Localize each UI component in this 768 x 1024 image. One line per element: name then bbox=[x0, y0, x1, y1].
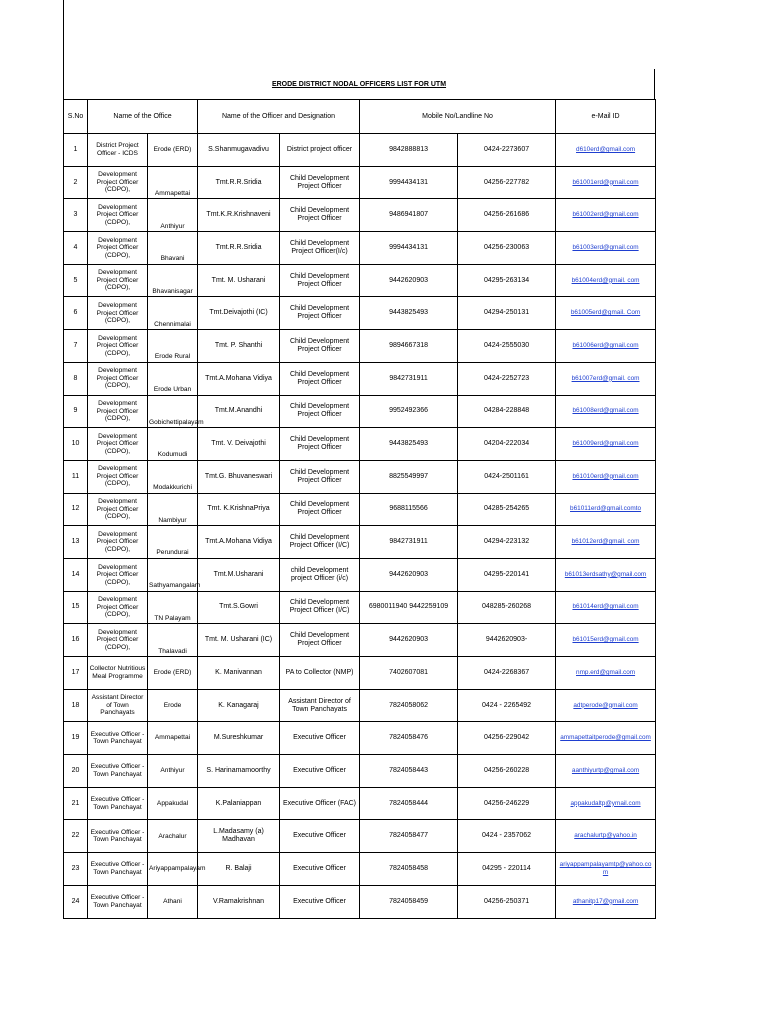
cell-office: Executive Officer - Town Panchayat bbox=[88, 755, 148, 788]
cell-landline: 0424 - 2265492 bbox=[458, 689, 556, 722]
cell-office: Development Project Officer (CDPO), bbox=[88, 362, 148, 395]
cell-place: Appakudal bbox=[148, 787, 198, 820]
cell-sno: 2 bbox=[64, 166, 88, 199]
table-row bbox=[64, 134, 656, 167]
cell-email bbox=[556, 820, 656, 853]
cell-office: Development Project Officer (CDPO), bbox=[88, 526, 148, 559]
cell-sno: 24 bbox=[64, 885, 88, 918]
email-link[interactable]: appakudaltp@ymail.com bbox=[570, 799, 641, 807]
cell-officer-name: Tmt. V. Deivajothi bbox=[198, 428, 280, 461]
cell-officer-name: Tmt.A.Mohana Vidiya bbox=[198, 526, 280, 559]
email-link[interactable]: b61001erd@gmail.com bbox=[572, 178, 639, 186]
cell-landline: 04256-250371 bbox=[458, 885, 556, 918]
cell-place: Erode Rural bbox=[148, 330, 198, 363]
cell-designation: Executive Officer (FAC) bbox=[280, 787, 360, 820]
cell-mobile: 9442620903 bbox=[360, 264, 458, 297]
cell-sno: 5 bbox=[64, 264, 88, 297]
cell-sno: 22 bbox=[64, 820, 88, 853]
cell-officer-name: R. Balaji bbox=[198, 853, 280, 886]
cell-email bbox=[556, 853, 656, 886]
cell-designation: Child Development Project Officer bbox=[280, 395, 360, 428]
cell-officer-name: K. Kanagaraj bbox=[198, 689, 280, 722]
cell-mobile: 9442620903 bbox=[360, 624, 458, 657]
cell-designation: child Development project Officer (i/c) bbox=[280, 558, 360, 591]
cell-landline: 0424-2252723 bbox=[458, 362, 556, 395]
cell-place: Gobichettipalayam bbox=[148, 395, 198, 428]
email-link[interactable]: b61014erd@gmail.com bbox=[572, 603, 639, 611]
cell-email bbox=[556, 689, 656, 722]
email-link[interactable]: ariyappampalayamtp@yahoo.com bbox=[559, 860, 652, 876]
cell-mobile: 7402607081 bbox=[360, 657, 458, 690]
cell-mobile: 7824058477 bbox=[360, 820, 458, 853]
cell-landline: 0424-2555030 bbox=[458, 330, 556, 363]
cell-officer-name: M.Sureshkumar bbox=[198, 722, 280, 755]
cell-designation: Executive Officer bbox=[280, 820, 360, 853]
cell-mobile: 7824058444 bbox=[360, 787, 458, 820]
officers-table bbox=[63, 99, 656, 919]
cell-place: Modakkurichi bbox=[148, 460, 198, 493]
cell-officer-name: Tmt.Deivajothi (IC) bbox=[198, 297, 280, 330]
cell-officer-name: Tmt.A.Mohana Vidiya bbox=[198, 362, 280, 395]
cell-designation: Child Development Project Officer bbox=[280, 330, 360, 363]
cell-place: Nambiyur bbox=[148, 493, 198, 526]
cell-officer-name: K. Manivannan bbox=[198, 657, 280, 690]
cell-landline: 0424 - 2357062 bbox=[458, 820, 556, 853]
cell-place: Bhavani bbox=[148, 232, 198, 265]
email-link[interactable]: athanitp17@gmail.com bbox=[572, 897, 639, 905]
cell-designation: Child Development Project Officer bbox=[280, 166, 360, 199]
cell-mobile: 9842731911 bbox=[360, 362, 458, 395]
cell-email bbox=[556, 460, 656, 493]
cell-sno: 10 bbox=[64, 428, 88, 461]
cell-sno: 3 bbox=[64, 199, 88, 232]
table-row bbox=[64, 460, 656, 493]
cell-mobile: 7824058459 bbox=[360, 885, 458, 918]
cell-sno: 11 bbox=[64, 460, 88, 493]
header-office: Name of the Office bbox=[88, 100, 198, 134]
cell-officer-name: Tmt.K.R.Krishnaveni bbox=[198, 199, 280, 232]
email-link[interactable]: adtperode@gmail.com bbox=[573, 701, 638, 709]
table-row bbox=[64, 166, 656, 199]
cell-mobile: 9486941807 bbox=[360, 199, 458, 232]
cell-email bbox=[556, 624, 656, 657]
table-row bbox=[64, 657, 656, 690]
header-sno: S.No bbox=[64, 100, 88, 134]
cell-place: Erode (ERD) bbox=[148, 657, 198, 690]
email-link[interactable]: b61009erd@gmail.com bbox=[572, 440, 639, 448]
cell-email bbox=[556, 264, 656, 297]
table-row bbox=[64, 526, 656, 559]
cell-mobile: 9442620903 bbox=[360, 558, 458, 591]
table-row bbox=[64, 558, 656, 591]
cell-office: Development Project Officer (CDPO), bbox=[88, 591, 148, 624]
cell-landline: 04295 - 220114 bbox=[458, 853, 556, 886]
cell-landline: 0424-2268367 bbox=[458, 657, 556, 690]
cell-landline: 048285-260268 bbox=[458, 591, 556, 624]
cell-officer-name: S.Shanmugavadivu bbox=[198, 134, 280, 167]
email-link[interactable]: b61015erd@gmail.com bbox=[572, 636, 639, 644]
cell-officer-name: K.Palaniappan bbox=[198, 787, 280, 820]
cell-office: Collector Nutritious Meal Programme bbox=[88, 657, 148, 690]
cell-place: Chennimalai bbox=[148, 297, 198, 330]
cell-officer-name: Tmt. M. Usharani (IC) bbox=[198, 624, 280, 657]
cell-email bbox=[556, 428, 656, 461]
email-link[interactable]: b61007erd@gmail. com bbox=[571, 374, 640, 382]
cell-email bbox=[556, 657, 656, 690]
cell-office: Development Project Officer (CDPO), bbox=[88, 428, 148, 461]
cell-sno: 7 bbox=[64, 330, 88, 363]
cell-office: Development Project Officer (CDPO), bbox=[88, 166, 148, 199]
cell-place: Kodumudi bbox=[148, 428, 198, 461]
cell-designation: Child Development Project Officer bbox=[280, 199, 360, 232]
email-link[interactable]: b61013erdsathy@gmail.com bbox=[564, 570, 647, 578]
table-row bbox=[64, 297, 656, 330]
cell-sno: 13 bbox=[64, 526, 88, 559]
cell-email bbox=[556, 199, 656, 232]
header-email: e-Mail ID bbox=[556, 100, 656, 134]
cell-landline: 04256-246229 bbox=[458, 787, 556, 820]
cell-designation: Executive Officer bbox=[280, 885, 360, 918]
email-link[interactable]: b61008erd@gmail.com bbox=[572, 407, 639, 415]
table-row bbox=[64, 362, 656, 395]
cell-email bbox=[556, 232, 656, 265]
cell-officer-name: Tmt.M.Anandhi bbox=[198, 395, 280, 428]
cell-place: Thalavadi bbox=[148, 624, 198, 657]
cell-office: District Project Officer - ICDS bbox=[88, 134, 148, 167]
table-row bbox=[64, 689, 656, 722]
cell-place: Erode bbox=[148, 689, 198, 722]
cell-email bbox=[556, 591, 656, 624]
cell-office: Development Project Officer (CDPO), bbox=[88, 199, 148, 232]
table-row bbox=[64, 199, 656, 232]
cell-mobile: 9952492366 bbox=[360, 395, 458, 428]
email-link[interactable]: b61002erd@gmail.com bbox=[572, 211, 639, 219]
cell-sno: 20 bbox=[64, 755, 88, 788]
table-row bbox=[64, 493, 656, 526]
cell-landline: 04294-250131 bbox=[458, 297, 556, 330]
cell-sno: 19 bbox=[64, 722, 88, 755]
cell-sno: 15 bbox=[64, 591, 88, 624]
cell-email bbox=[556, 134, 656, 167]
cell-place: Erode (ERD) bbox=[148, 134, 198, 167]
cell-office: Executive Officer - Town Panchayat bbox=[88, 853, 148, 886]
cell-office: Development Project Officer (CDPO), bbox=[88, 624, 148, 657]
cell-sno: 8 bbox=[64, 362, 88, 395]
cell-email bbox=[556, 166, 656, 199]
cell-sno: 14 bbox=[64, 558, 88, 591]
email-link[interactable]: nmp.erd@gmail.com bbox=[576, 668, 636, 676]
cell-designation: Child Development Project Officer(I/c) bbox=[280, 232, 360, 265]
cell-landline: 04284-228848 bbox=[458, 395, 556, 428]
cell-designation: Assistant Director of Town Panchayats bbox=[280, 689, 360, 722]
cell-email bbox=[556, 787, 656, 820]
header-phone: Mobile No/Landline No bbox=[360, 100, 556, 134]
cell-place: Ariyappampalayam bbox=[148, 853, 198, 886]
cell-email bbox=[556, 885, 656, 918]
cell-place: Athani bbox=[148, 885, 198, 918]
cell-designation: Child Development Project Officer bbox=[280, 624, 360, 657]
cell-designation: PA to Collector (NMP) bbox=[280, 657, 360, 690]
cell-mobile: 9842731911 bbox=[360, 526, 458, 559]
table-body bbox=[64, 134, 656, 919]
title-row bbox=[63, 69, 655, 99]
cell-place: Ammapettai bbox=[148, 166, 198, 199]
email-link[interactable]: b61010erd@gmail.com bbox=[572, 472, 639, 480]
cell-office: Assistant Director of Town Panchayats bbox=[88, 689, 148, 722]
cell-place: Anthiyur bbox=[148, 755, 198, 788]
cell-mobile: 9842888813 bbox=[360, 134, 458, 167]
cell-mobile: 9443825493 bbox=[360, 428, 458, 461]
cell-email bbox=[556, 558, 656, 591]
cell-designation: Child Development Project Officer bbox=[280, 297, 360, 330]
cell-office: Executive Officer - Town Panchayat bbox=[88, 885, 148, 918]
cell-office: Executive Officer - Town Panchayat bbox=[88, 820, 148, 853]
cell-officer-name: Tmt.M.Usharani bbox=[198, 558, 280, 591]
cell-officer-name: L.Madasamy (a) Madhavan bbox=[198, 820, 280, 853]
cell-officer-name: Tmt.S.Gowri bbox=[198, 591, 280, 624]
cell-sno: 17 bbox=[64, 657, 88, 690]
cell-office: Executive Officer - Town Panchayat bbox=[88, 787, 148, 820]
cell-mobile: 7824058062 bbox=[360, 689, 458, 722]
cell-landline: 0424-2273607 bbox=[458, 134, 556, 167]
cell-designation: Child Development Project Officer bbox=[280, 428, 360, 461]
table-row bbox=[64, 853, 656, 886]
cell-designation: Child Development Project Officer bbox=[280, 362, 360, 395]
cell-designation: Child Development Project Officer bbox=[280, 460, 360, 493]
cell-office: Development Project Officer (CDPO), bbox=[88, 395, 148, 428]
table-row bbox=[64, 264, 656, 297]
cell-designation: Executive Officer bbox=[280, 755, 360, 788]
table-row bbox=[64, 885, 656, 918]
cell-mobile: 6980011940 9442259109 bbox=[360, 591, 458, 624]
cell-designation: Executive Officer bbox=[280, 722, 360, 755]
cell-place: Ammapettai bbox=[148, 722, 198, 755]
email-link[interactable]: ammapettaitperode@gmail.com bbox=[560, 734, 651, 742]
cell-landline: 9442620903- bbox=[458, 624, 556, 657]
email-link[interactable]: b61006erd@gmail.com bbox=[572, 341, 639, 349]
email-link[interactable]: arachalurtp@yahoo.in bbox=[574, 832, 637, 840]
cell-landline: 04256-230063 bbox=[458, 232, 556, 265]
cell-officer-name: Tmt.R.R.Sridia bbox=[198, 232, 280, 265]
cell-mobile: 8825549997 bbox=[360, 460, 458, 493]
cell-email bbox=[556, 526, 656, 559]
cell-office: Development Project Officer (CDPO), bbox=[88, 264, 148, 297]
cell-landline: 04285-254265 bbox=[458, 493, 556, 526]
cell-landline: 04256-261686 bbox=[458, 199, 556, 232]
cell-officer-name: Tmt.R.R.Sridia bbox=[198, 166, 280, 199]
cell-officer-name: S. Harinamamoorthy bbox=[198, 755, 280, 788]
table-row bbox=[64, 624, 656, 657]
cell-email bbox=[556, 395, 656, 428]
cell-officer-name: V.Ramakrishnan bbox=[198, 885, 280, 918]
cell-landline: 04295-263134 bbox=[458, 264, 556, 297]
cell-landline: 04295-220141 bbox=[458, 558, 556, 591]
email-link[interactable]: b61003erd@gmail.com bbox=[572, 243, 639, 251]
cell-mobile: 7824058476 bbox=[360, 722, 458, 755]
cell-email bbox=[556, 297, 656, 330]
cell-place: Perundurai bbox=[148, 526, 198, 559]
email-link[interactable]: b61004erd@gmail. com bbox=[571, 276, 640, 284]
cell-landline: 04294-223132 bbox=[458, 526, 556, 559]
cell-office: Development Project Officer (CDPO), bbox=[88, 297, 148, 330]
cell-sno: 4 bbox=[64, 232, 88, 265]
cell-mobile: 9443825493 bbox=[360, 297, 458, 330]
cell-sno: 1 bbox=[64, 134, 88, 167]
cell-mobile: 9994434131 bbox=[360, 232, 458, 265]
cell-designation: Child Development Project Officer (I/C) bbox=[280, 526, 360, 559]
cell-place: Erode Urban bbox=[148, 362, 198, 395]
table-row bbox=[64, 232, 656, 265]
table-row bbox=[64, 591, 656, 624]
table-row bbox=[64, 820, 656, 853]
cell-office: Development Project Officer (CDPO), bbox=[88, 493, 148, 526]
cell-office: Development Project Officer (CDPO), bbox=[88, 330, 148, 363]
cell-landline: 04256-260228 bbox=[458, 755, 556, 788]
cell-mobile: 7824058443 bbox=[360, 755, 458, 788]
cell-mobile: 9994434131 bbox=[360, 166, 458, 199]
document-sheet bbox=[63, 69, 655, 919]
table-row bbox=[64, 722, 656, 755]
cell-designation: Child Development Project Officer bbox=[280, 493, 360, 526]
cell-officer-name: Tmt. K.KrishnaPriya bbox=[198, 493, 280, 526]
table-row bbox=[64, 330, 656, 363]
cell-place: Anthiyur bbox=[148, 199, 198, 232]
cell-sno: 9 bbox=[64, 395, 88, 428]
cell-email bbox=[556, 362, 656, 395]
cell-designation: District project officer bbox=[280, 134, 360, 167]
cell-mobile: 7824058458 bbox=[360, 853, 458, 886]
cell-designation: Child Development Project Officer (I/C) bbox=[280, 591, 360, 624]
cell-sno: 6 bbox=[64, 297, 88, 330]
cell-sno: 21 bbox=[64, 787, 88, 820]
cell-email bbox=[556, 722, 656, 755]
email-link[interactable]: b61005erd@gmail. Com bbox=[570, 309, 641, 317]
cell-landline: 04256-229042 bbox=[458, 722, 556, 755]
cell-officer-name: Tmt.G. Bhuvaneswari bbox=[198, 460, 280, 493]
cell-place: Arachalur bbox=[148, 820, 198, 853]
cell-officer-name: Tmt. M. Usharani bbox=[198, 264, 280, 297]
cell-sno: 16 bbox=[64, 624, 88, 657]
cell-mobile: 9894667318 bbox=[360, 330, 458, 363]
page-title: ERODE DISTRICT NODAL OFFICERS LIST FOR UTM bbox=[271, 80, 447, 88]
cell-landline: 04256-227782 bbox=[458, 166, 556, 199]
email-link[interactable]: b61011erd@gmail.comto bbox=[570, 505, 642, 513]
cell-mobile: 9688115566 bbox=[360, 493, 458, 526]
cell-sno: 18 bbox=[64, 689, 88, 722]
cell-designation: Executive Officer bbox=[280, 853, 360, 886]
cell-office: Development Project Officer (CDPO), bbox=[88, 232, 148, 265]
email-link[interactable]: b61012erd@gmail. com bbox=[571, 538, 640, 546]
cell-designation: Child Development Project Officer bbox=[280, 264, 360, 297]
cell-landline: 04204-222034 bbox=[458, 428, 556, 461]
header-officer: Name of the Officer and Designation bbox=[198, 100, 360, 134]
cell-office: Development Project Officer (CDPO), bbox=[88, 460, 148, 493]
cell-email bbox=[556, 755, 656, 788]
cell-sno: 12 bbox=[64, 493, 88, 526]
cell-place: Bhavanisagar bbox=[148, 264, 198, 297]
table-row bbox=[64, 428, 656, 461]
cell-office: Executive Officer - Town Panchayat bbox=[88, 722, 148, 755]
email-link[interactable]: d610erd@gmail.com bbox=[576, 145, 636, 153]
table-row bbox=[64, 395, 656, 428]
cell-landline: 0424-2501161 bbox=[458, 460, 556, 493]
table-row bbox=[64, 755, 656, 788]
cell-officer-name: Tmt. P. Shanthi bbox=[198, 330, 280, 363]
cell-sno: 23 bbox=[64, 853, 88, 886]
cell-email bbox=[556, 493, 656, 526]
cell-office: Development Project Officer (CDPO), bbox=[88, 558, 148, 591]
sheet-left-border bbox=[63, 0, 64, 69]
cell-place: TN Palayam bbox=[148, 591, 198, 624]
cell-place: Sathyamangalam bbox=[148, 558, 198, 591]
table-row bbox=[64, 787, 656, 820]
table-header-row bbox=[64, 100, 656, 134]
cell-email bbox=[556, 330, 656, 363]
email-link[interactable]: aanthiyurtp@gmail.com bbox=[571, 766, 640, 774]
